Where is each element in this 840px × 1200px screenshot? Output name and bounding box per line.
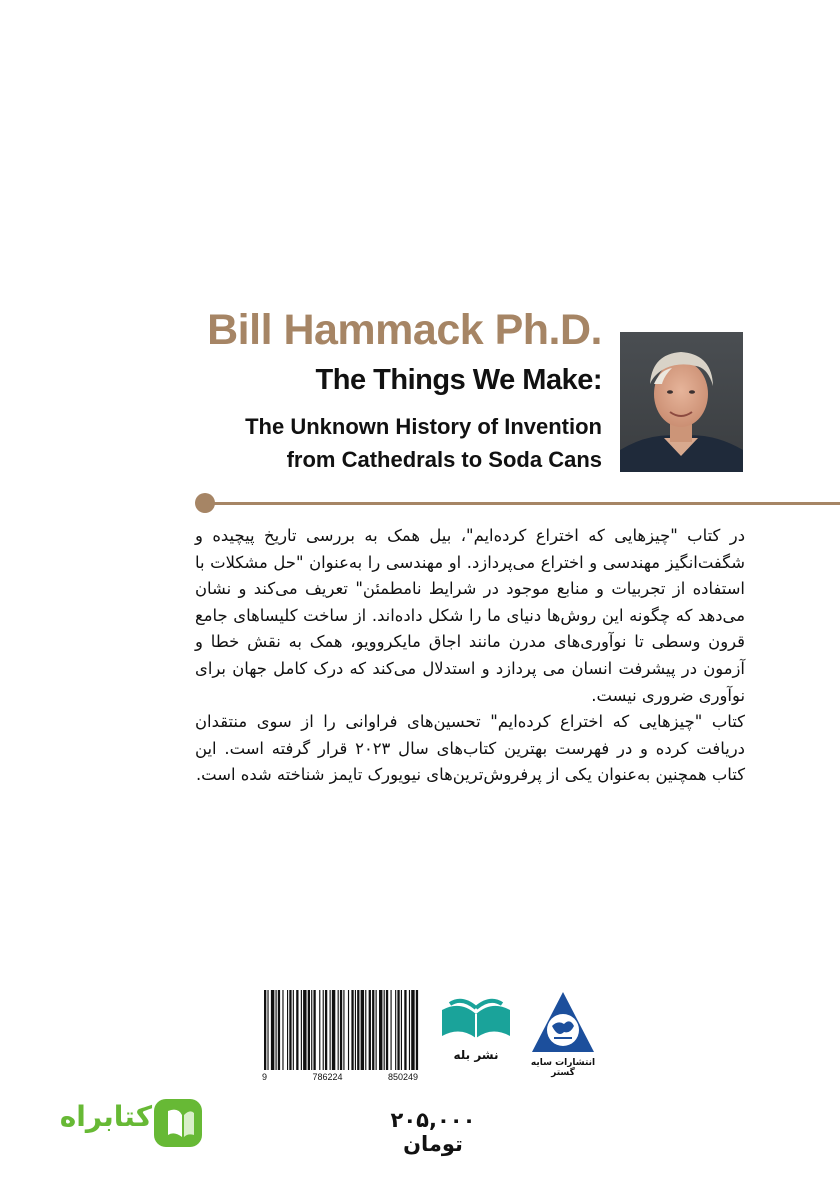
book-description xyxy=(195,523,745,789)
subtitle-line-1: The Unknown History of Invention xyxy=(245,414,602,439)
barcode xyxy=(260,988,420,1078)
isbn-digits xyxy=(262,1072,418,1082)
price-label: ۲۰۵,۰۰۰ تومان xyxy=(390,1108,476,1156)
description-paragraph-2: کتاب "چیزهایی که اختراع کرده‌ایم" تحسین‌های فراوانی را از سوی منتقدان دریافت کرده و در فهرست بهترین کتاب‌های سال ۲۰۲۳ قرار گرفته است. این کتاب همچنین به‌عنوان یکی از پرفروش‌ترین‌های نیویورک تایمز شناخته شده است. xyxy=(195,712,745,785)
subtitle-line-2: from Cathedrals to Soda Cans xyxy=(286,447,602,472)
publisher-globe-icon xyxy=(530,990,596,1060)
book-subtitle xyxy=(162,410,602,476)
isbn-digits-right: 850249 xyxy=(387,1072,418,1082)
isbn-digit-left: 9 xyxy=(262,1072,268,1082)
author-name: Bill Hammack Ph.D. xyxy=(207,306,602,354)
author-portrait xyxy=(620,332,743,472)
publisher-1-name: نشر بله xyxy=(453,1048,499,1062)
publisher-book-icon xyxy=(436,992,516,1044)
description-paragraph-1: در کتاب "چیزهایی که اختراع کرده‌ایم"، بیل همک به بررسی تاریخ پیچیده و شگفت‌انگیز مهندسی و اختراع می‌پردازد. او مهندسی را به‌عنوان "حل مشکلات با استفاده از تجربیات و منابع موجود در شرایط نامطمئن" تعریف می‌کند و نشان می‌دهد که چگونه این روش‌ها دنیای ما را شکل داده‌اند. از ساخت کلیساهای جامع قرون وسطی تا نوآوری‌های مدرن مانند اجاق مایکروویو، همک به نقش خطا و آزمون در پیشرفت انسان می پردازد و استدلال می‌کند که درک کامل جهان برای نوآوری ضروری نیست. xyxy=(195,526,745,705)
publisher-2-name: انتشارات سایه گستر xyxy=(530,1058,596,1078)
divider-line xyxy=(210,502,840,505)
isbn-digits-mid: 786224 xyxy=(312,1072,343,1082)
store-name: کتابراه xyxy=(59,1100,152,1133)
book-title: The Things We Make: xyxy=(315,364,602,396)
